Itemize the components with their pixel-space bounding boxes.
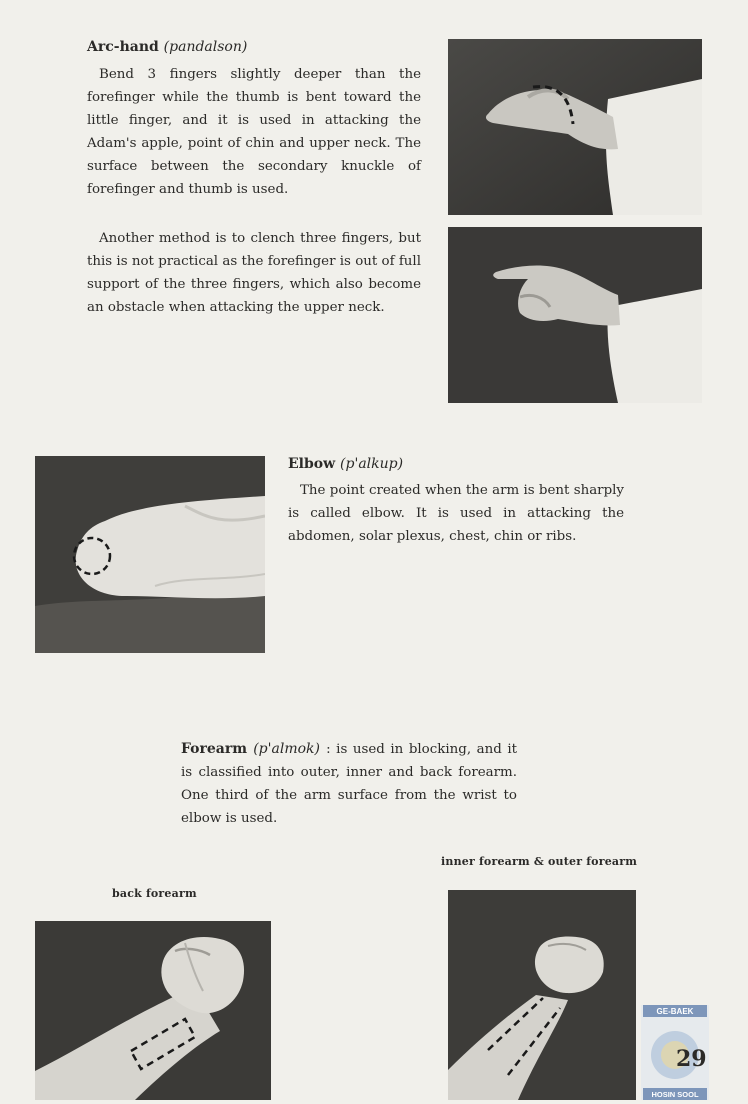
inner-outer-forearm-photo	[448, 890, 636, 1100]
svg-text:GE-BAEK: GE-BAEK	[656, 1007, 694, 1016]
forearm-term: (p'almok)	[253, 741, 320, 757]
svg-text:HOSIN SOOL: HOSIN SOOL	[651, 1090, 699, 1099]
arc-hand-term: (pandalson)	[163, 39, 248, 55]
forearm-description: : is used in blocking, and it is classified into outer, inner and back forearm. One third of the arm surface from the wrist to elbow is used.	[181, 742, 518, 826]
arc-hand-alternate-section	[87, 227, 421, 319]
elbow-paragraph: The point created when the arm is bent sharply is called elbow. It is used in attacking the abdomen, solar plexus, chest, chin or ribs.	[288, 483, 624, 544]
back-forearm-caption: back forearm	[112, 887, 197, 900]
page-number: 29	[676, 1046, 707, 1072]
arc-hand-photo	[448, 39, 702, 215]
elbow-section	[288, 453, 624, 548]
arc-hand-section	[87, 36, 421, 201]
elbow-photo	[35, 456, 265, 653]
forearm-section	[181, 738, 517, 830]
arc-hand-alternate-photo	[448, 227, 702, 403]
forearm-title: Forearm	[181, 741, 248, 757]
back-forearm-photo	[35, 921, 271, 1100]
forearm-heading	[181, 741, 326, 757]
arc-hand-heading	[87, 36, 421, 59]
arc-hand-paragraph-2: Another method is to clench three fingers, but this is not practical as the forefinger is out of full support of the three fingers, which also become an obstacle when attacking the upper neck.	[87, 231, 421, 315]
arc-hand-title: Arc-hand	[87, 39, 159, 55]
elbow-heading	[288, 453, 624, 476]
arc-hand-paragraph-1: Bend 3 fingers slightly deeper than the forefinger while the thumb is bent toward the little finger, and it is used in attacking the Adam's apple, point of chin and upper neck. The surface between the secondary knuckle of forefinger and thumb is used.	[87, 67, 421, 197]
elbow-term: (p'alkup)	[340, 456, 404, 472]
inner-outer-forearm-caption: inner forearm & outer forearm	[441, 855, 638, 868]
elbow-title: Elbow	[288, 456, 336, 472]
